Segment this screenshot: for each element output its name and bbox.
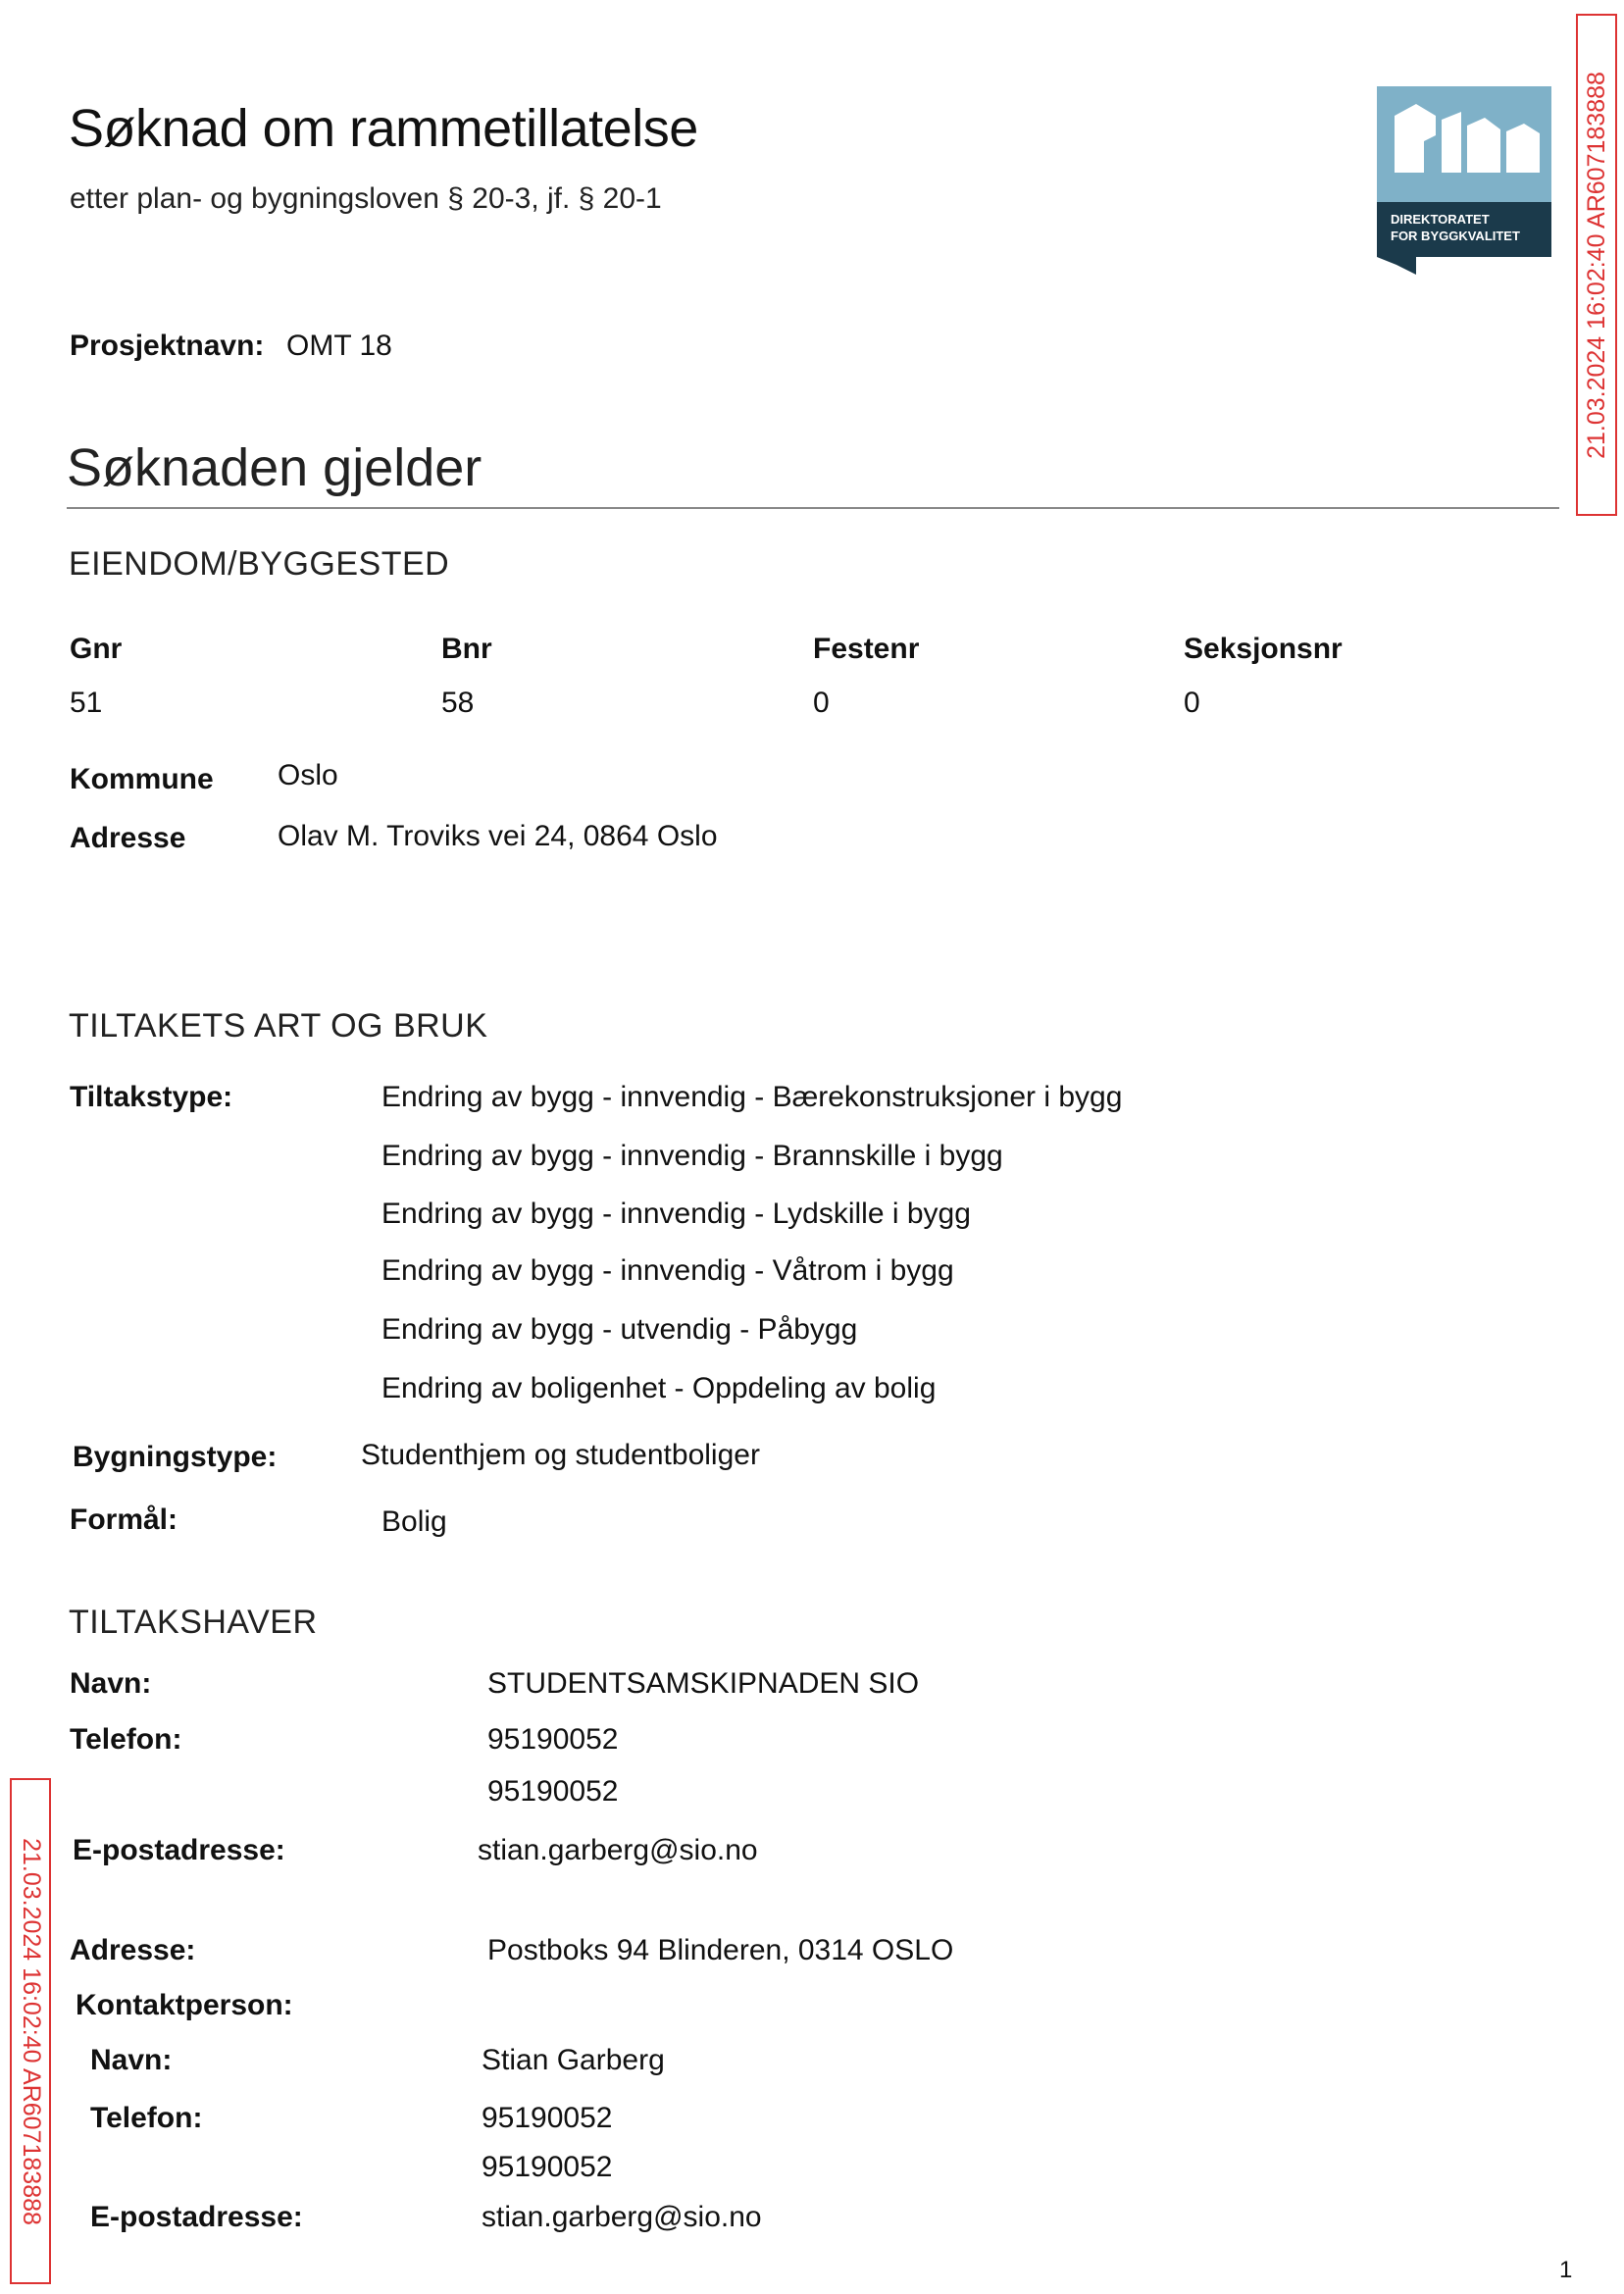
project-label: Prosjektnavn: xyxy=(70,330,265,362)
kp-epost-label: E-postadresse: xyxy=(90,2201,303,2233)
col-bnr: Bnr xyxy=(441,633,492,665)
logo-line1: DIREKTORATET xyxy=(1391,212,1490,227)
document-subtitle: etter plan- og bygningsloven § 20-3, jf. § 20-1 xyxy=(70,182,662,215)
adresse-label: Adresse xyxy=(70,822,186,854)
th-telefon-1: 95190052 xyxy=(487,1723,619,1756)
th-telefon-label: Telefon: xyxy=(70,1723,182,1756)
dibk-logo xyxy=(1377,86,1551,275)
stamp-top xyxy=(1576,14,1617,516)
adresse-value: Olav M. Troviks vei 24, 0864 Oslo xyxy=(278,820,718,852)
col-seksjonsnr: Seksjonsnr xyxy=(1184,633,1343,665)
th-epost-value: stian.garberg@sio.no xyxy=(478,1834,758,1866)
col-festenr: Festenr xyxy=(813,633,920,665)
formal-value: Bolig xyxy=(381,1505,447,1538)
stamp-side xyxy=(10,1778,51,2284)
bygningstype-label: Bygningstype: xyxy=(73,1441,278,1473)
formal-label: Formål: xyxy=(70,1504,178,1536)
kp-navn-value: Stian Garberg xyxy=(482,2044,665,2076)
val-festenr: 0 xyxy=(813,687,830,719)
kp-telefon-1: 95190052 xyxy=(482,2102,613,2134)
tiltak-heading: TILTAKETS ART OG BRUK xyxy=(69,1007,488,1045)
th-telefon-2: 95190052 xyxy=(487,1775,619,1808)
val-bnr: 58 xyxy=(441,687,475,719)
tiltakstype-item: Endring av boligenhet - Oppdeling av bolig xyxy=(381,1372,937,1404)
kommune-value: Oslo xyxy=(278,759,338,791)
val-seksjonsnr: 0 xyxy=(1184,687,1200,719)
th-epost-label: E-postadresse: xyxy=(73,1834,285,1866)
kp-epost-value: stian.garberg@sio.no xyxy=(482,2201,762,2233)
section-title: Søknaden gjelder xyxy=(67,438,482,497)
kommune-label: Kommune xyxy=(70,763,214,795)
project-value: OMT 18 xyxy=(286,330,392,362)
section-divider xyxy=(67,507,1559,509)
tiltakstype-item: Endring av bygg - innvendig - Bærekonstruksjoner i bygg xyxy=(381,1081,1123,1113)
th-navn-value: STUDENTSAMSKIPNADEN SIO xyxy=(487,1667,920,1700)
document-title: Søknad om rammetillatelse xyxy=(69,99,698,158)
tiltakstype-item: Endring av bygg - innvendig - Våtrom i bygg xyxy=(381,1254,954,1287)
stamp-side-text: 21.03.2024 16:02:40 AR607183888 xyxy=(17,1837,45,2225)
th-adresse-value: Postboks 94 Blinderen, 0314 OSLO xyxy=(487,1934,954,1966)
th-adresse-label: Adresse: xyxy=(70,1934,196,1966)
kontaktperson-label: Kontaktperson: xyxy=(76,1989,293,2021)
val-gnr: 51 xyxy=(70,687,103,719)
tiltakstype-item: Endring av bygg - innvendig - Brannskille i bygg xyxy=(381,1140,1003,1172)
bygningstype-value: Studenthjem og studentboliger xyxy=(361,1439,760,1471)
tiltakstype-label: Tiltakstype: xyxy=(70,1081,233,1113)
page-number: 1 xyxy=(1559,2257,1573,2283)
logo-line2: FOR BYGGKVALITET xyxy=(1391,229,1520,243)
th-navn-label: Navn: xyxy=(70,1667,152,1700)
tiltakstype-item: Endring av bygg - innvendig - Lydskille i bygg xyxy=(381,1198,971,1230)
kp-telefon-label: Telefon: xyxy=(90,2102,203,2134)
stamp-top-text: 21.03.2024 16:02:40 AR607183888 xyxy=(1582,71,1610,459)
tiltakshaver-heading: TILTAKSHAVER xyxy=(69,1604,318,1641)
col-gnr: Gnr xyxy=(70,633,123,665)
kp-navn-label: Navn: xyxy=(90,2044,173,2076)
kp-telefon-2: 95190052 xyxy=(482,2151,613,2183)
eiendom-heading: EIENDOM/BYGGESTED xyxy=(69,545,450,583)
tiltakstype-item: Endring av bygg - utvendig - Påbygg xyxy=(381,1313,858,1346)
